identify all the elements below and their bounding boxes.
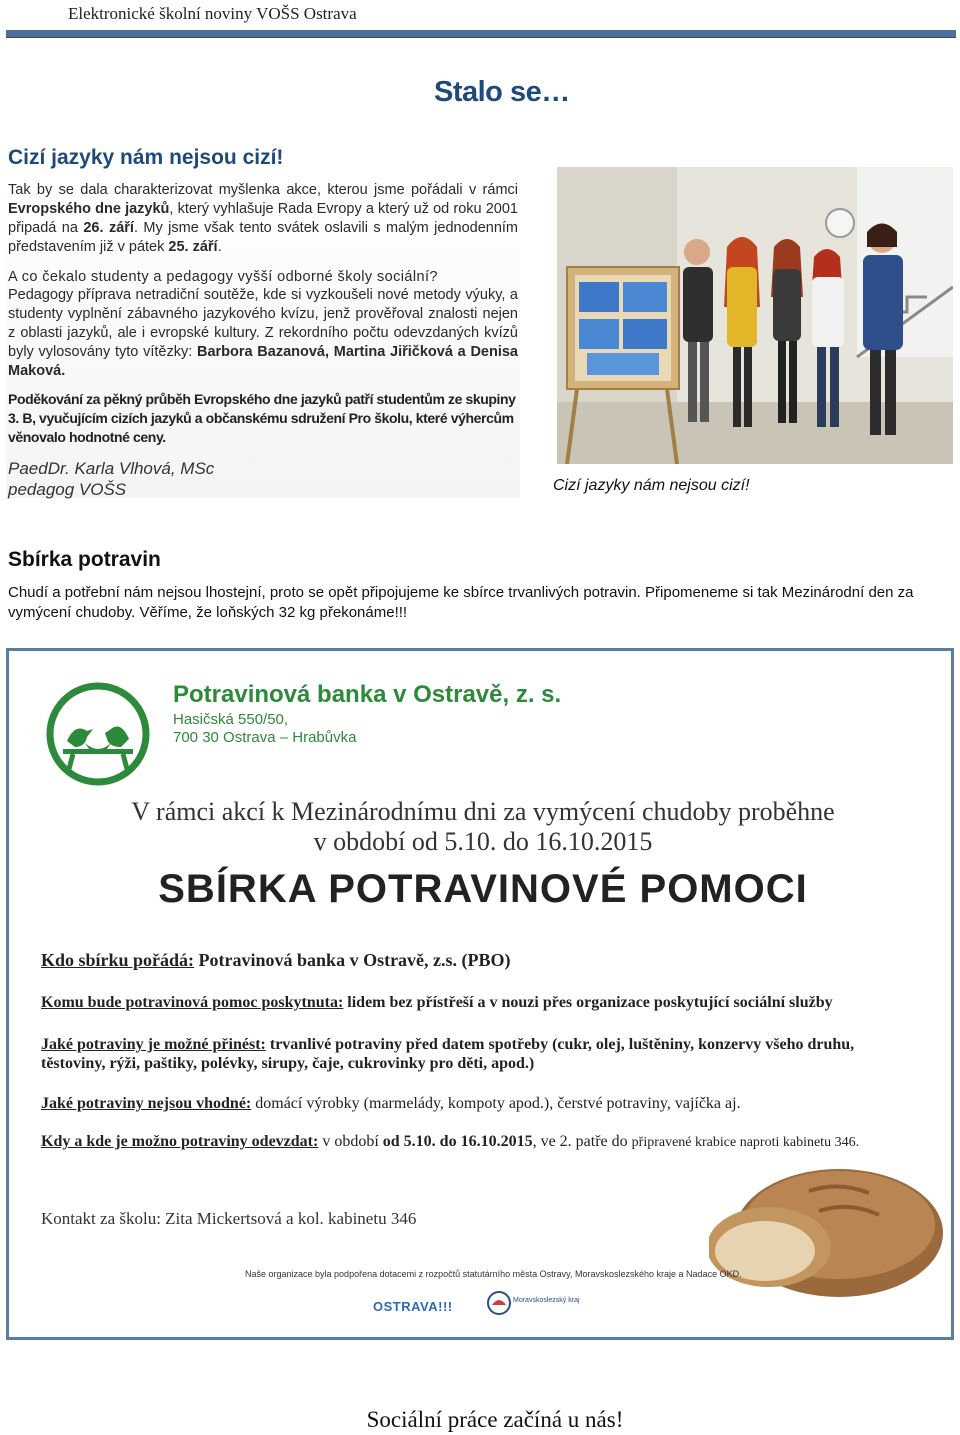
article-paragraph	[8, 181, 518, 257]
paragraph-text: , který vyhlašuje Rada Evropy a který už od roku 2001 připadá na	[8, 201, 518, 236]
header-bar	[6, 30, 956, 38]
org-address: Hasičská 550/50,	[173, 711, 289, 728]
info-recipients	[41, 993, 941, 1012]
poster-intro	[49, 797, 917, 857]
group-photo-illustration	[557, 167, 953, 464]
food-drive-poster	[6, 648, 954, 1340]
sponsor-note: Naše organizace byla podpořena dotacemi z rozpočtů statutárního města Ostravy, Moravskoslezského kraje a Nadace OKD.	[245, 1269, 742, 1279]
info-key: Kdy a kde je možno potraviny odevzdat:	[41, 1133, 319, 1150]
paragraph-text: . My jsme však tento svátek oslavili s malým jednodenním představením již v pátek	[8, 220, 519, 255]
winners: Barbora Bazanová, Martina Jiřičková a Denisa Maková.	[8, 344, 518, 379]
article-body: Chudí a potřební nám nejsou lhostejní, proto se opět připojujeme ke sbírce trvanlivých potravin. Připomeneme si tak Mezinárodní den za vymýcení chudoby. Věříme, že loňských 32 kg překonáme!!!	[8, 584, 914, 621]
info-key: Komu bude potravinová pomoc poskytnuta:	[41, 994, 344, 1011]
info-key: Kdo sbírku pořádá:	[41, 950, 195, 970]
footer-slogan: Sociální práce začíná u nás!	[366, 1407, 624, 1432]
info-value: od 5.10. do 16.10.2015	[382, 1133, 533, 1150]
article-title: Sbírka potravin	[8, 548, 161, 571]
author-role: pedagog VOŠS	[8, 480, 127, 499]
info-key: Jaké potraviny je možné přinést:	[41, 1036, 266, 1053]
article-question: A co čekalo studenty a pedagogy vyšší odborné školy sociální?	[8, 269, 438, 285]
acknowledgement: Poděkování za pěkný průběh Evropského dne jazyků patří studentům ze skupiny 3. B, vyučujícím cizích jazyků a občanskému sdružení Pro školu, které výhercům věnovalo hodnotné ceny.	[8, 391, 516, 445]
event-name: Evropského dne jazyků	[8, 201, 170, 217]
info-when-where	[41, 1132, 921, 1152]
author-name: PaedDr. Karla Vlhová, MSc	[8, 459, 215, 478]
event-date: 25. září	[168, 239, 218, 255]
paragraph-text: Tak by se dala charakterizovat myšlenka akce, kterou jsme pořádali v rámci	[8, 182, 518, 198]
info-organizer	[41, 951, 511, 970]
intro-line: V rámci akcí k Mezinárodnímu dni za vymýcení chudoby proběhne	[131, 797, 835, 826]
info-key: Jaké potraviny nejsou vhodné:	[41, 1095, 252, 1112]
region-logo-icon	[487, 1291, 511, 1315]
school-contact: Kontakt za školu: Zita Mickertsová a kol. kabinetu 346	[41, 1209, 417, 1228]
org-address: 700 30 Ostrava – Hrabůvka	[173, 729, 357, 746]
article-title: Cizí jazyky nám nejsou cizí!	[8, 146, 284, 169]
group-photo	[557, 167, 953, 464]
info-unsuitable-food	[41, 1094, 921, 1113]
info-value: domácí výrobky (marmelády, kompoty apod.), čerstvé potraviny, vajíčka aj.	[251, 1095, 741, 1112]
poster-headline: SBÍRKA POTRAVINOVÉ POMOCI	[158, 867, 808, 911]
info-value: lidem bez přístřeší a v nouzi přes organizace poskytující sociální služby	[343, 994, 833, 1011]
ostrava-logo: OSTRAVA!!!	[373, 1299, 453, 1314]
masthead: Elektronické školní noviny VOŠS Ostrava	[68, 4, 357, 23]
author-signature	[8, 458, 214, 500]
article-paragraph	[8, 286, 518, 381]
info-value: Potravinová banka v Ostravě, z.s. (PBO)	[194, 950, 511, 970]
section-title: Stalo se…	[434, 76, 570, 108]
paragraph-text: Pedagogy příprava netradiční soutěže, kde si vyzkoušeli nové metody výuky, a studenty vyplnění zábavného jazykového kvízu, jenž prověřoval znalosti nejen z oblasti jazyků, ale i evropské kultury. Z rekordního počtu odevzdaných kvízů byly vylosovány tyto vítězky:	[8, 287, 518, 360]
intro-line: v období od 5.10. do 16.10.2015	[313, 827, 653, 856]
info-value: v období	[318, 1133, 383, 1150]
info-value: trvanlivé potraviny před datem spotřeby (cukr, olej, luštěniny, konzervy všeho druhu, těstoviny, rýži, paštiky, polévky, sirupy, čaje, cukrovinky pro děti, apod.)	[41, 1036, 855, 1072]
org-name: Potravinová banka v Ostravě, z. s.	[173, 681, 562, 708]
bread-image	[709, 1151, 945, 1311]
paragraph-text: .	[217, 239, 222, 255]
info-value: , ve 2. patře do	[532, 1133, 632, 1150]
food-bank-logo	[45, 681, 151, 787]
event-date: 26. září	[83, 220, 134, 236]
info-accepted-food	[41, 1035, 921, 1073]
region-name: Moravskoslezský kraj	[513, 1297, 580, 1304]
photo-caption: Cizí jazyky nám nejsou cizí!	[553, 477, 750, 494]
info-value: připravené krabice naproti kabinetu 346.	[631, 1135, 860, 1150]
